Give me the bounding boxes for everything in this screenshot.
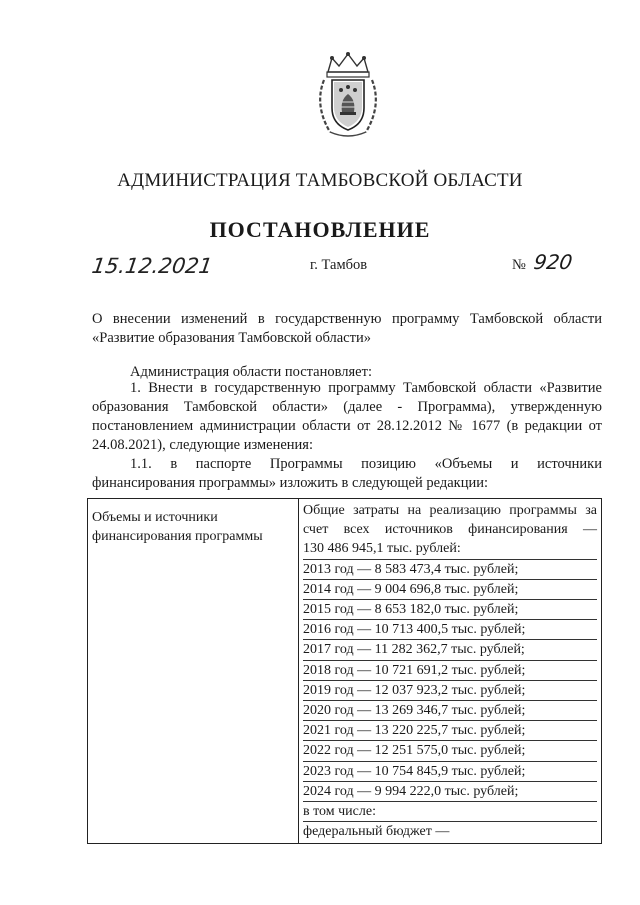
financing-line: федеральный бюджет — [303, 824, 450, 840]
document-number-label: № [512, 257, 526, 273]
document-city: г. Тамбов [310, 257, 368, 273]
item-1-1-paragraph: 1.1. в паспорте Программы позицию «Объемы и источники финансирования программы» изложить в следующей редакции: [92, 456, 602, 491]
financing-line: Общие затраты на реализацию программы за [303, 503, 597, 518]
financing-line: 2023 год — 10 754 845,9 тыс. рублей; [303, 762, 597, 782]
item-1-paragraph: 1. Внести в государственную программу Тамбовской области «Развитие образования Тамбовской области» (далее - Программа), утвержденную постановлением администрации области от 28.12.2012 № 1677 (в редакции от 24.08.2021), следующие изменения: [92, 380, 602, 453]
table-row [88, 499, 602, 844]
financing-label-cell: Объемы и источники финансирования программы [88, 499, 299, 844]
intro-paragraph: Администрация области постановляет: [130, 364, 372, 380]
financing-line: 2015 год — 8 653 182,0 тыс. рублей; [303, 600, 597, 620]
financing-line: 2021 год — 13 220 225,7 тыс. рублей; [303, 721, 597, 741]
financing-line: 2022 год — 12 251 575,0 тыс. рублей; [303, 741, 597, 761]
financing-line: 2019 год — 12 037 923,2 тыс. рублей; [303, 681, 597, 701]
financing-line: 2017 год — 11 282 362,7 тыс. рублей; [303, 640, 597, 660]
financing-table [87, 498, 602, 844]
document-number: 920 [532, 250, 574, 274]
financing-line: 2013 год — 8 583 473,4 тыс. рублей; [303, 560, 597, 580]
document-date: 15.12.2021 [90, 254, 214, 278]
document-subject: О внесении изменений в государственную программу Тамбовской области «Развитие образования Тамбовской области» [92, 311, 602, 346]
financing-line: в том числе: [303, 802, 597, 822]
document-type-title: ПОСТАНОВЛЕНИЕ [209, 217, 431, 242]
financing-values-cell [299, 499, 602, 844]
tambov-coat-of-arms-icon [312, 50, 384, 140]
financing-line: 130 486 945,1 тыс. рублей: [303, 539, 597, 559]
financing-line: 2024 год — 9 994 222,0 тыс. рублей; [303, 782, 597, 802]
financing-line: счет всех источников финансирования — [303, 522, 597, 538]
financing-line: 2014 год — 9 004 696,8 тыс. рублей; [303, 580, 597, 600]
financing-line: 2020 год — 13 269 346,7 тыс. рублей; [303, 701, 597, 721]
financing-line: 2018 год — 10 721 691,2 тыс. рублей; [303, 661, 597, 681]
financing-line: 2016 год — 10 713 400,5 тыс. рублей; [303, 620, 597, 640]
organization-name: АДМИНИСТРАЦИЯ ТАМБОВСКОЙ ОБЛАСТИ [117, 170, 523, 191]
